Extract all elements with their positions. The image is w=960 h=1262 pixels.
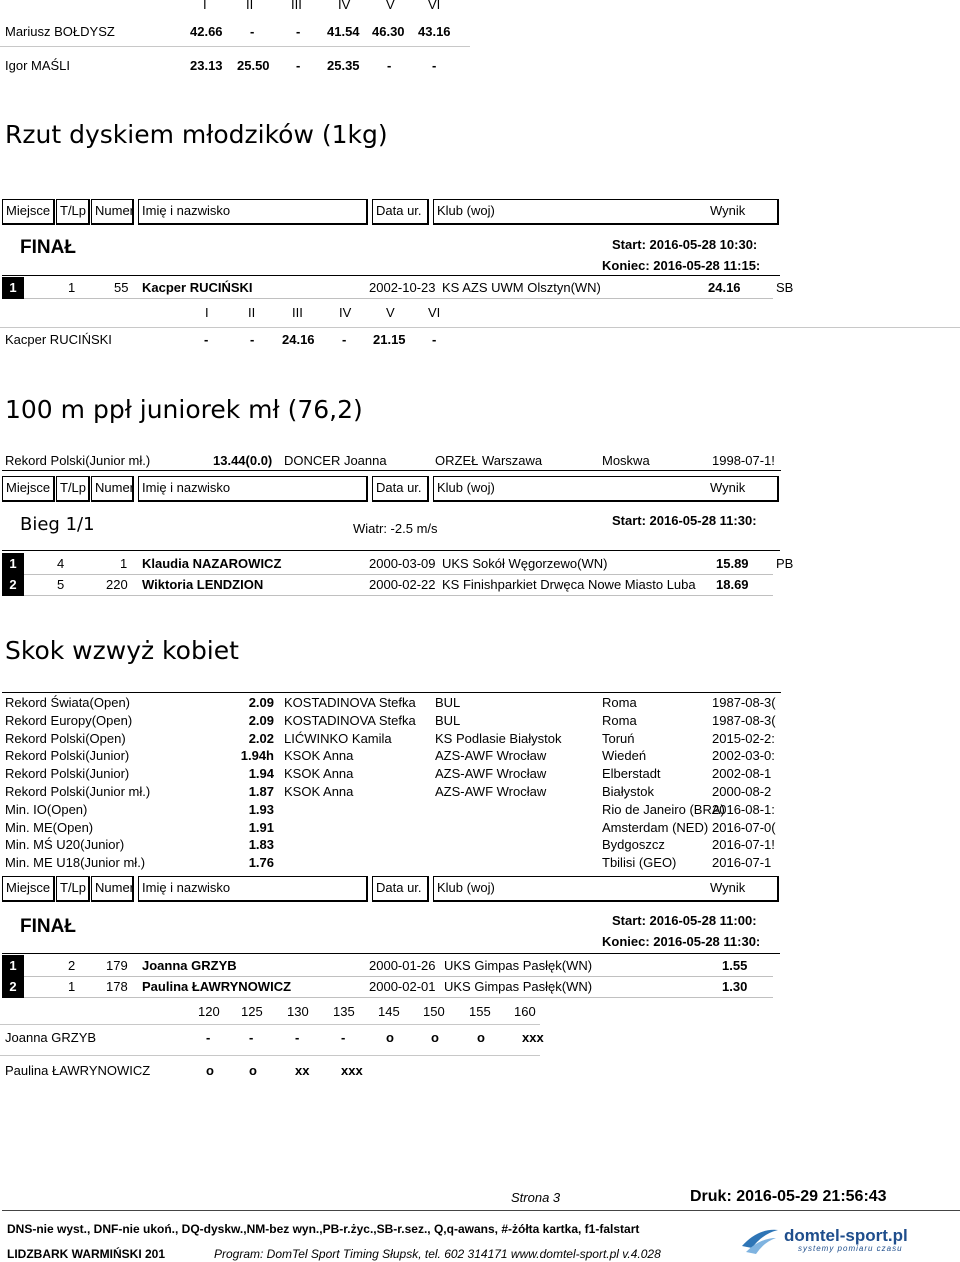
footer-rule [2, 1210, 960, 1211]
roman-6: VI [428, 305, 441, 320]
athlete-name: Paulina ŁAWRYNOWICZ [5, 1063, 151, 1078]
attempt: - [206, 1030, 211, 1045]
header-club [433, 876, 779, 902]
record-value: 2.02 [248, 731, 274, 746]
record-label: Rekord Europy(Open) [5, 713, 133, 728]
program-info: Program: DomTel Sport Timing Słupsk, tel. 602 314171 www.domtel-sport.pl v.4.028 [214, 1247, 661, 1261]
record-value: 1.87 [248, 784, 274, 799]
attempt: - [249, 1030, 254, 1045]
athlete-name: Wiktoria LENDZION [142, 577, 264, 592]
athlete-name: Mariusz BOŁDYSZ [5, 24, 115, 39]
record-club: KS Podlasie Białystok [435, 731, 562, 746]
height-label: 160 [514, 1004, 536, 1019]
place-badge: 2 [2, 976, 24, 998]
logo-text: domtel-sport.pl [784, 1226, 908, 1245]
height-label: 125 [241, 1004, 263, 1019]
result-note: SB [776, 280, 794, 295]
attempt: - [296, 58, 301, 73]
record-club: BUL [435, 695, 461, 710]
record-value: 1.93 [248, 802, 274, 817]
attempt: o [386, 1030, 394, 1045]
record-holder: KSOK Anna [284, 784, 354, 799]
table-row [2, 553, 773, 575]
lane: 1 [68, 979, 76, 994]
record-date-text: 2016-07-1! [712, 837, 775, 852]
attempt: o [477, 1030, 485, 1045]
start-time: Start: 2016-05-28 11:00: [612, 913, 757, 928]
record-date-text: 2000-08-2 [712, 784, 772, 799]
start-time: Start: 2016-05-28 10:30: [612, 237, 758, 252]
record-date [712, 453, 780, 469]
header-dob: Data ur. [372, 876, 429, 902]
row-divider [0, 46, 470, 47]
attempt: o [206, 1063, 214, 1078]
event-title: Skok wzwyż kobiet [5, 636, 239, 665]
height-label: 145 [378, 1004, 400, 1019]
header-club [433, 199, 779, 225]
roman-2: II [248, 305, 256, 320]
athlete-name: Kacper RUCIŃSKI [5, 332, 112, 347]
header-name: Imię i nazwisko [138, 876, 368, 902]
header-number: Numer [91, 199, 134, 225]
attempt: - [296, 24, 301, 39]
header-result: Wynik [710, 480, 746, 495]
record-date [712, 731, 780, 747]
record-club: AZS-AWF Wrocław [435, 784, 547, 799]
record-place: Bydgoszcz [602, 837, 665, 852]
header-lane: T/Lp [56, 476, 90, 502]
record-date-text: 2016-08-1: [712, 802, 775, 817]
record-date-text: 2002-08-1 [712, 766, 772, 781]
bib-number: 1 [120, 556, 128, 571]
record-club: AZS-AWF Wrocław [435, 766, 547, 781]
place-badge: 1 [2, 277, 24, 299]
end-time: Koniec: 2016-05-28 11:15: [602, 258, 761, 273]
roman-5: V [386, 0, 395, 12]
attempt: 43.16 [418, 24, 451, 39]
height-label: 150 [423, 1004, 445, 1019]
record-value: 1.83 [248, 837, 274, 852]
result: 24.16 [708, 280, 741, 295]
header-name: Imię i nazwisko [138, 476, 368, 502]
athlete-name: Paulina ŁAWRYNOWICZ [142, 979, 292, 994]
athlete-name: Joanna GRZYB [142, 958, 237, 973]
record-place: Elberstadt [602, 766, 661, 781]
record-label: Rekord Polski(Open) [5, 731, 126, 746]
height-label: 120 [198, 1004, 220, 1019]
height-label: 130 [287, 1004, 309, 1019]
record-label: Rekord Polski(Junior mł.) [5, 453, 151, 468]
record-date [712, 802, 780, 818]
attempt: 23.13 [190, 58, 223, 73]
attempt: 24.16 [282, 332, 315, 347]
record-date-text: 2016-07-1 [712, 855, 772, 870]
athlete-name: Joanna GRZYB [5, 1030, 97, 1045]
header-result: Wynik [710, 203, 746, 218]
roman-6: VI [428, 0, 441, 12]
round-title: FINAŁ [20, 916, 76, 937]
record-value: 2.09 [248, 695, 274, 710]
roman-5: V [386, 305, 395, 320]
section-rule [2, 275, 780, 276]
header-number: Numer [91, 476, 134, 502]
record-label: Min. IO(Open) [5, 802, 88, 817]
athlete-name: Igor MAŚLI [5, 58, 71, 73]
wind-info: Wiatr: -2.5 m/s [353, 521, 438, 536]
record-value: 13.44(0.0) [213, 453, 273, 468]
record-date [712, 748, 780, 764]
roman-1: I [203, 0, 207, 12]
header-lane: T/Lp [56, 876, 90, 902]
club: KS AZS UWM Olsztyn(WN) [442, 280, 601, 295]
result: 18.69 [716, 577, 749, 592]
attempt: - [295, 1030, 300, 1045]
record-holder: LIĆWINKO Kamila [284, 731, 392, 746]
attempt: - [204, 332, 209, 347]
lane: 2 [68, 958, 76, 973]
section-rule [2, 953, 780, 954]
record-date-text: 2015-02-2: [712, 731, 775, 746]
header-dob: Data ur. [372, 476, 429, 502]
header-dob: Data ur. [372, 199, 429, 225]
birth-date: 2000-01-26 [369, 958, 436, 973]
header-club-label: Klub (woj) [437, 203, 495, 218]
birth-date: 2000-02-22 [369, 577, 436, 592]
place-badge: 1 [2, 553, 24, 575]
record-date-text: 1998-07-1! [712, 453, 775, 468]
table-row [2, 574, 773, 596]
attempt: - [387, 58, 392, 73]
legend-text: DNS-nie wyst., DNF-nie ukoń., DQ-dyskw.,NM-bez wyn.,PB-r.życ.,SB-r.sez., Q,q-awans, #-żółta kartka, f1-falstart [7, 1222, 640, 1236]
record-value: 1.94h [240, 748, 274, 763]
table-row [2, 976, 773, 998]
record-club: ORZEŁ Warszawa [435, 453, 543, 468]
bib-number: 178 [106, 979, 128, 994]
table-row [2, 277, 773, 299]
header-place: Miejsce [2, 476, 55, 502]
record-place: Wiedeń [602, 748, 647, 763]
record-date-text: 2016-07-0( [712, 820, 776, 835]
attempt: 21.15 [373, 332, 406, 347]
attempt: o [431, 1030, 439, 1045]
record-date [712, 766, 780, 782]
record-club: BUL [435, 713, 461, 728]
record-rule [2, 470, 781, 471]
record-date [712, 837, 780, 853]
roman-3: III [292, 305, 303, 320]
record-place: Moskwa [602, 453, 650, 468]
athlete-name: Kacper RUCIŃSKI [142, 280, 253, 295]
record-value: 1.76 [248, 855, 274, 870]
club: UKS Sokół Węgorzewo(WN) [442, 556, 608, 571]
attempt: 25.35 [327, 58, 360, 73]
record-holder: KSOK Anna [284, 748, 354, 763]
place-badge: 2 [2, 574, 24, 596]
lane: 1 [68, 280, 76, 295]
record-date [712, 695, 780, 711]
result-note: PB [776, 556, 794, 571]
bib-number: 220 [106, 577, 128, 592]
attempt: - [432, 58, 437, 73]
event-title: 100 m ppł juniorek mł (76,2) [5, 395, 363, 424]
record-place: Roma [602, 695, 637, 710]
header-club [433, 476, 779, 502]
record-value: 1.94 [248, 766, 274, 781]
event-title: Rzut dyskiem młodzików (1kg) [5, 120, 388, 149]
record-label: Rekord Polski(Junior) [5, 748, 130, 763]
record-holder: KSOK Anna [284, 766, 354, 781]
round-title: Bieg 1/1 [20, 514, 95, 535]
end-time: Koniec: 2016-05-28 11:30: [602, 934, 761, 949]
attempt: - [250, 24, 255, 39]
height-label: 135 [333, 1004, 355, 1019]
header-lane: T/Lp [56, 199, 90, 225]
record-place: Białystok [602, 784, 655, 799]
athlete-name: Klaudia NAZAROWICZ [142, 556, 282, 571]
record-club: AZS-AWF Wrocław [435, 748, 547, 763]
record-label: Min. ME(Open) [5, 820, 94, 835]
roman-1: I [205, 305, 209, 320]
header-result: Wynik [710, 880, 746, 895]
attempt: xxx [341, 1063, 363, 1078]
round-title: FINAŁ [20, 237, 76, 258]
record-date [712, 784, 780, 800]
birth-date: 2000-02-01 [369, 979, 436, 994]
record-date [712, 713, 780, 729]
roman-3: III [291, 0, 302, 12]
section-rule [2, 550, 780, 551]
header-place: Miejsce [2, 199, 55, 225]
record-date [712, 820, 780, 836]
record-place: Tbilisi (GEO) [602, 855, 677, 870]
record-place: Toruń [602, 731, 635, 746]
bib-number: 179 [106, 958, 128, 973]
row-divider [0, 327, 960, 328]
print-date: Druk: 2016-05-29 21:56:43 [690, 1188, 887, 1205]
table-row [2, 955, 773, 977]
record-date-text: 2002-03-0: [712, 748, 775, 763]
row-divider [0, 1055, 540, 1056]
lane: 4 [57, 556, 65, 571]
record-label: Rekord Polski(Junior mł.) [5, 784, 151, 799]
start-time: Start: 2016-05-28 11:30: [612, 513, 757, 528]
roman-4: IV [338, 0, 351, 12]
record-date-text: 1987-08-3( [712, 695, 776, 710]
roman-4: IV [339, 305, 352, 320]
record-place: Amsterdam (NED) [602, 820, 709, 835]
record-label: Rekord Polski(Junior) [5, 766, 130, 781]
attempt: 41.54 [327, 24, 360, 39]
attempt: - [342, 332, 347, 347]
club: UKS Gimpas Pasłęk(WN) [444, 958, 593, 973]
attempt: - [432, 332, 437, 347]
swoosh-icon [740, 1224, 780, 1256]
lane: 5 [57, 577, 65, 592]
birth-date: 2002-10-23 [369, 280, 436, 295]
record-holder: DONCER Joanna [284, 453, 387, 468]
record-rule [2, 692, 781, 693]
result: 1.30 [722, 979, 748, 994]
place-badge: 1 [2, 955, 24, 977]
birth-date: 2000-03-09 [369, 556, 436, 571]
venue-text: LIDZBARK WARMIŃSKI 201 [7, 1247, 166, 1261]
club: KS Finishparkiet Drwęca Nowe Miasto Luba [442, 577, 696, 592]
attempt: o [249, 1063, 257, 1078]
result: 15.89 [716, 556, 749, 571]
header-place: Miejsce [2, 876, 55, 902]
domtel-logo [740, 1224, 910, 1258]
record-value: 2.09 [248, 713, 274, 728]
bib-number: 55 [114, 280, 129, 295]
attempt: xx [295, 1063, 310, 1078]
attempt: - [250, 332, 255, 347]
record-holder: KOSTADINOVA Stefka [284, 713, 416, 728]
row-divider [0, 1024, 540, 1025]
record-date-text: 1987-08-3( [712, 713, 776, 728]
header-club-label: Klub (woj) [437, 480, 495, 495]
page-number: Strona 3 [511, 1190, 561, 1205]
height-label: 155 [469, 1004, 491, 1019]
attempt: 25.50 [237, 58, 270, 73]
attempt: 46.30 [372, 24, 405, 39]
header-club-label: Klub (woj) [437, 880, 495, 895]
record-label: Rekord Świata(Open) [5, 695, 130, 710]
attempt: xxx [522, 1030, 544, 1045]
logo-subtext: systemy pomiaru czasu [798, 1244, 903, 1253]
result: 1.55 [722, 958, 748, 973]
record-date [712, 855, 780, 871]
record-holder: KOSTADINOVA Stefka [284, 695, 416, 710]
header-name: Imię i nazwisko [138, 199, 368, 225]
club: UKS Gimpas Pasłęk(WN) [444, 979, 593, 994]
record-place: Rio de Janeiro (BRA) [602, 802, 725, 817]
attempt: 42.66 [190, 24, 223, 39]
header-number: Numer [91, 876, 134, 902]
attempt: - [341, 1030, 346, 1045]
record-label: Min. MŚ U20(Junior) [5, 837, 125, 852]
record-place: Roma [602, 713, 637, 728]
roman-2: II [246, 0, 254, 12]
record-value: 1.91 [248, 820, 274, 835]
record-label: Min. ME U18(Junior mł.) [5, 855, 146, 870]
